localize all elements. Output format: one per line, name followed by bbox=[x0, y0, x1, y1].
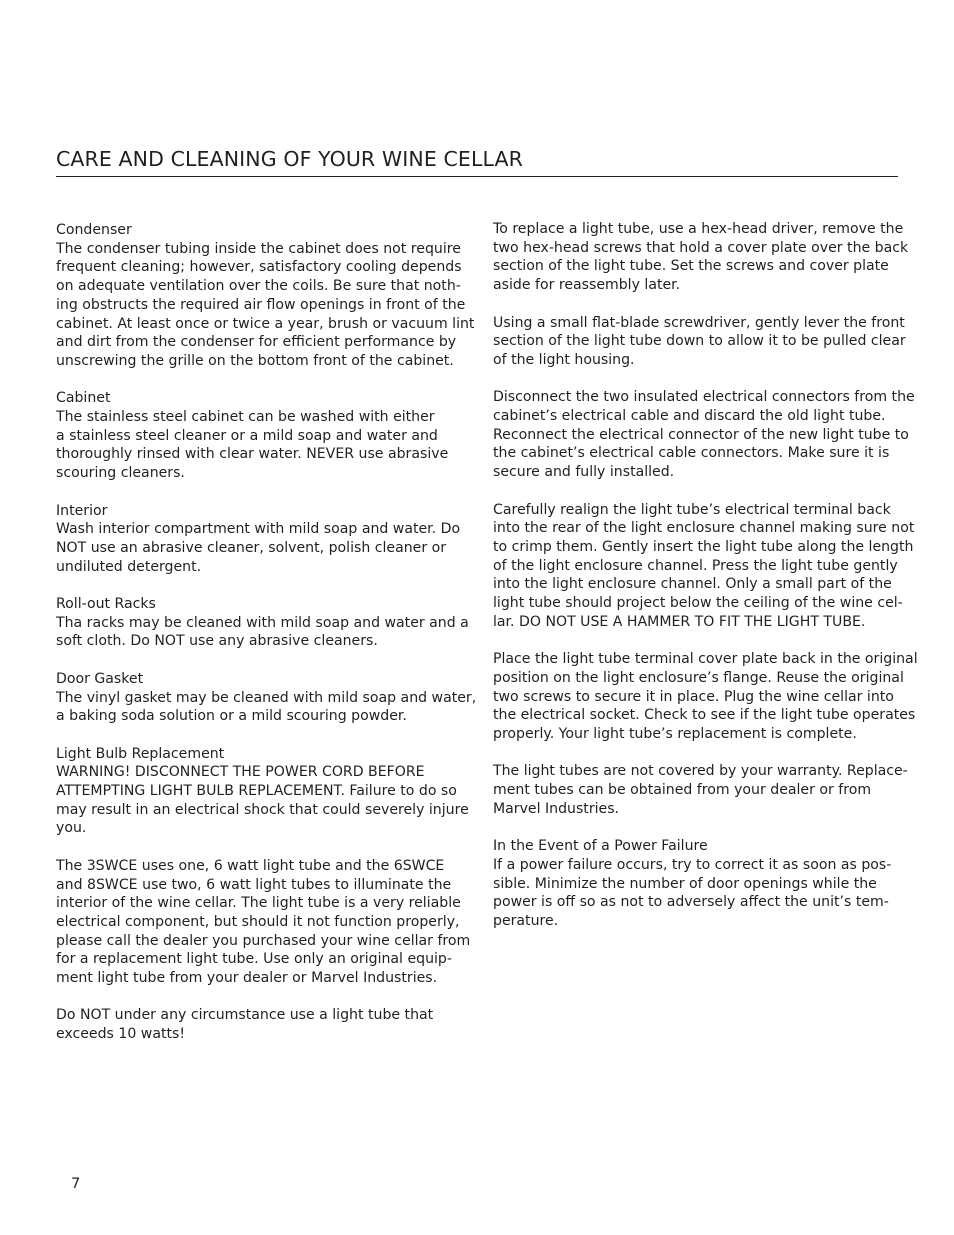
paragraph bbox=[493, 650, 918, 744]
body-text-line: exceeds 10 watts! bbox=[56, 1026, 185, 1043]
body-text-line: The 3SWCE uses one, 6 watt light tube and the 6SWCE bbox=[56, 857, 445, 874]
body-text-line: secure and fully installed. bbox=[493, 464, 675, 481]
section-heading: Roll-out Racks bbox=[56, 596, 156, 613]
body-text-line: cabinet’s electrical cable and discard the old light tube. bbox=[493, 408, 886, 424]
paragraph bbox=[493, 388, 915, 482]
body-text-line: To replace a light tube, use a hex-head driver, remove the bbox=[493, 221, 904, 237]
title-divider bbox=[56, 176, 898, 177]
body-text-line: aside for reassembly later. bbox=[493, 277, 681, 294]
body-text-line: may result in an electrical shock that could severely injure bbox=[56, 801, 469, 818]
paragraph bbox=[493, 501, 915, 632]
body-text-line: of the light enclosure channel. Press the light tube gently bbox=[493, 557, 898, 574]
body-text-line: for a replacement light tube. Use only an original equip- bbox=[56, 951, 452, 968]
section-heading: Light Bulb Replacement bbox=[56, 745, 225, 762]
body-text-line: ment tubes can be obtained from your dealer or from bbox=[493, 782, 872, 799]
body-text-line: on adequate ventilation over the coils. Be sure that noth- bbox=[56, 278, 461, 295]
body-text-line: The stainless steel cabinet can be washed with either bbox=[56, 409, 435, 426]
body-text-line: a stainless steel cleaner or a mild soap and water and bbox=[56, 427, 438, 444]
body-text-line: you. bbox=[56, 820, 87, 837]
body-text-line: to crimp them. Gently insert the light tube along the length bbox=[493, 538, 914, 555]
body-text-line: ATTEMPTING LIGHT BULB REPLACEMENT. Failure to do so bbox=[56, 783, 457, 800]
paragraph bbox=[493, 220, 909, 295]
paragraph bbox=[493, 314, 906, 370]
body-text-line: Marvel Industries. bbox=[493, 800, 620, 817]
body-text-line: ment light tube from your dealer or Marvel Industries. bbox=[56, 970, 438, 987]
page-title: CARE AND CLEANING OF YOUR WINE CELLAR bbox=[56, 147, 523, 171]
paragraph bbox=[56, 857, 471, 988]
section-door-gasket bbox=[56, 670, 477, 726]
body-text-line: The light tubes are not covered by your warranty. Replace- bbox=[493, 763, 908, 780]
page-number: 7 bbox=[71, 1176, 81, 1192]
section-in-the-event-of-a-power-failure bbox=[493, 837, 903, 931]
section-heading: Interior bbox=[56, 502, 108, 519]
body-text-line: and dirt from the condenser for efficient performance by bbox=[56, 334, 457, 351]
body-text-line: Reconnect the electrical connector of the new light tube to bbox=[493, 426, 909, 443]
body-text-line: please call the dealer you purchased your wine cellar from bbox=[56, 932, 471, 949]
section-condenser bbox=[56, 221, 475, 371]
body-text-line: into the light enclosure channel. Only a small part of the bbox=[493, 576, 892, 593]
body-text-line: lar. DO NOT USE A HAMMER TO FIT THE LIGHT TUBE. bbox=[493, 613, 866, 630]
body-text-line: a baking soda solution or a mild scouring powder. bbox=[56, 708, 407, 725]
body-text-line: The condenser tubing inside the cabinet does not require bbox=[56, 240, 461, 257]
body-text-line: frequent cleaning; however, satisfactory cooling depends bbox=[56, 259, 462, 276]
left-column bbox=[56, 221, 477, 1063]
body-text-line: NOT use an abrasive cleaner, solvent, polish cleaner or bbox=[56, 539, 447, 556]
body-text-line: Tha racks may be cleaned with mild soap and water and a bbox=[56, 614, 469, 631]
section-heading: Cabinet bbox=[56, 390, 111, 407]
body-text-line: Using a small flat-blade screwdriver, gently lever the front bbox=[493, 314, 905, 331]
paragraph bbox=[493, 762, 908, 818]
right-column bbox=[493, 220, 918, 949]
body-text-line: perature. bbox=[493, 912, 559, 929]
section-cabinet bbox=[56, 389, 462, 483]
body-text-line: WARNING! DISCONNECT THE POWER CORD BEFORE bbox=[56, 764, 425, 781]
body-text-line: into the rear of the light enclosure channel making sure not bbox=[493, 520, 915, 537]
body-text-line: of the light housing. bbox=[493, 351, 635, 368]
paragraph bbox=[56, 1006, 462, 1043]
body-text-line: Carefully realign the light tube’s electrical terminal back bbox=[493, 501, 891, 518]
body-text-line: position on the light enclosure’s flange. Reuse the original bbox=[493, 669, 904, 686]
body-text-line: Wash interior compartment with mild soap and water. Do bbox=[56, 521, 461, 538]
body-text-line: section of the light tube down to allow it to be pulled clear bbox=[493, 333, 906, 350]
section-heading: Door Gasket bbox=[56, 670, 144, 687]
section-heading: In the Event of a Power Failure bbox=[493, 838, 708, 855]
body-text-line: power is off so as not to adversely affect the unit’s tem- bbox=[493, 894, 889, 911]
body-text-line: interior of the wine cellar. The light tube is a very reliable bbox=[56, 895, 461, 912]
body-text-line: the cabinet’s electrical cable connectors. Make sure it is bbox=[493, 445, 890, 462]
body-text-line: thoroughly rinsed with clear water. NEVER use abrasive bbox=[56, 446, 449, 463]
body-text-line: If a power failure occurs, try to correct it as soon as pos- bbox=[493, 856, 892, 873]
body-text-line: Do NOT under any circumstance use a light tube that bbox=[56, 1007, 434, 1024]
body-text-line: cabinet. At least once or twice a year, brush or vacuum lint bbox=[56, 315, 475, 332]
body-text-line: scouring cleaners. bbox=[56, 465, 185, 482]
body-text-line: electrical component, but should it not function properly, bbox=[56, 913, 460, 930]
body-text-line: light tube should project below the ceiling of the wine cel- bbox=[493, 595, 903, 612]
body-text-line: properly. Your light tube’s replacement is complete. bbox=[493, 725, 857, 742]
body-text-line: section of the light tube. Set the screws and cover plate bbox=[493, 258, 889, 275]
section-interior bbox=[56, 502, 462, 577]
body-text-line: ing obstructs the required air flow openings in front of the bbox=[56, 296, 466, 313]
body-text-line: sible. Minimize the number of door openings while the bbox=[493, 875, 877, 892]
section-heading: Condenser bbox=[56, 222, 132, 238]
body-text-line: and 8SWCE use two, 6 watt light tubes to illuminate the bbox=[56, 876, 452, 893]
body-text-line: two screws to secure it in place. Plug the wine cellar into bbox=[493, 688, 894, 705]
body-text-line: Disconnect the two insulated electrical connectors from the bbox=[493, 389, 915, 406]
body-text-line: Place the light tube terminal cover plate back in the original bbox=[493, 651, 918, 668]
body-text-line: the electrical socket. Check to see if the light tube operates bbox=[493, 707, 916, 724]
body-text-line: unscrewing the grille on the bottom front of the cabinet. bbox=[56, 352, 454, 369]
body-text-line: two hex-head screws that hold a cover plate over the back bbox=[493, 239, 909, 256]
body-text-line: undiluted detergent. bbox=[56, 558, 202, 575]
body-text-line: soft cloth. Do NOT use any abrasive cleaners. bbox=[56, 633, 378, 650]
body-text-line: The vinyl gasket may be cleaned with mild soap and water, bbox=[56, 689, 477, 706]
section-light-bulb-replacement bbox=[56, 745, 469, 839]
section-roll-out-racks bbox=[56, 595, 469, 651]
